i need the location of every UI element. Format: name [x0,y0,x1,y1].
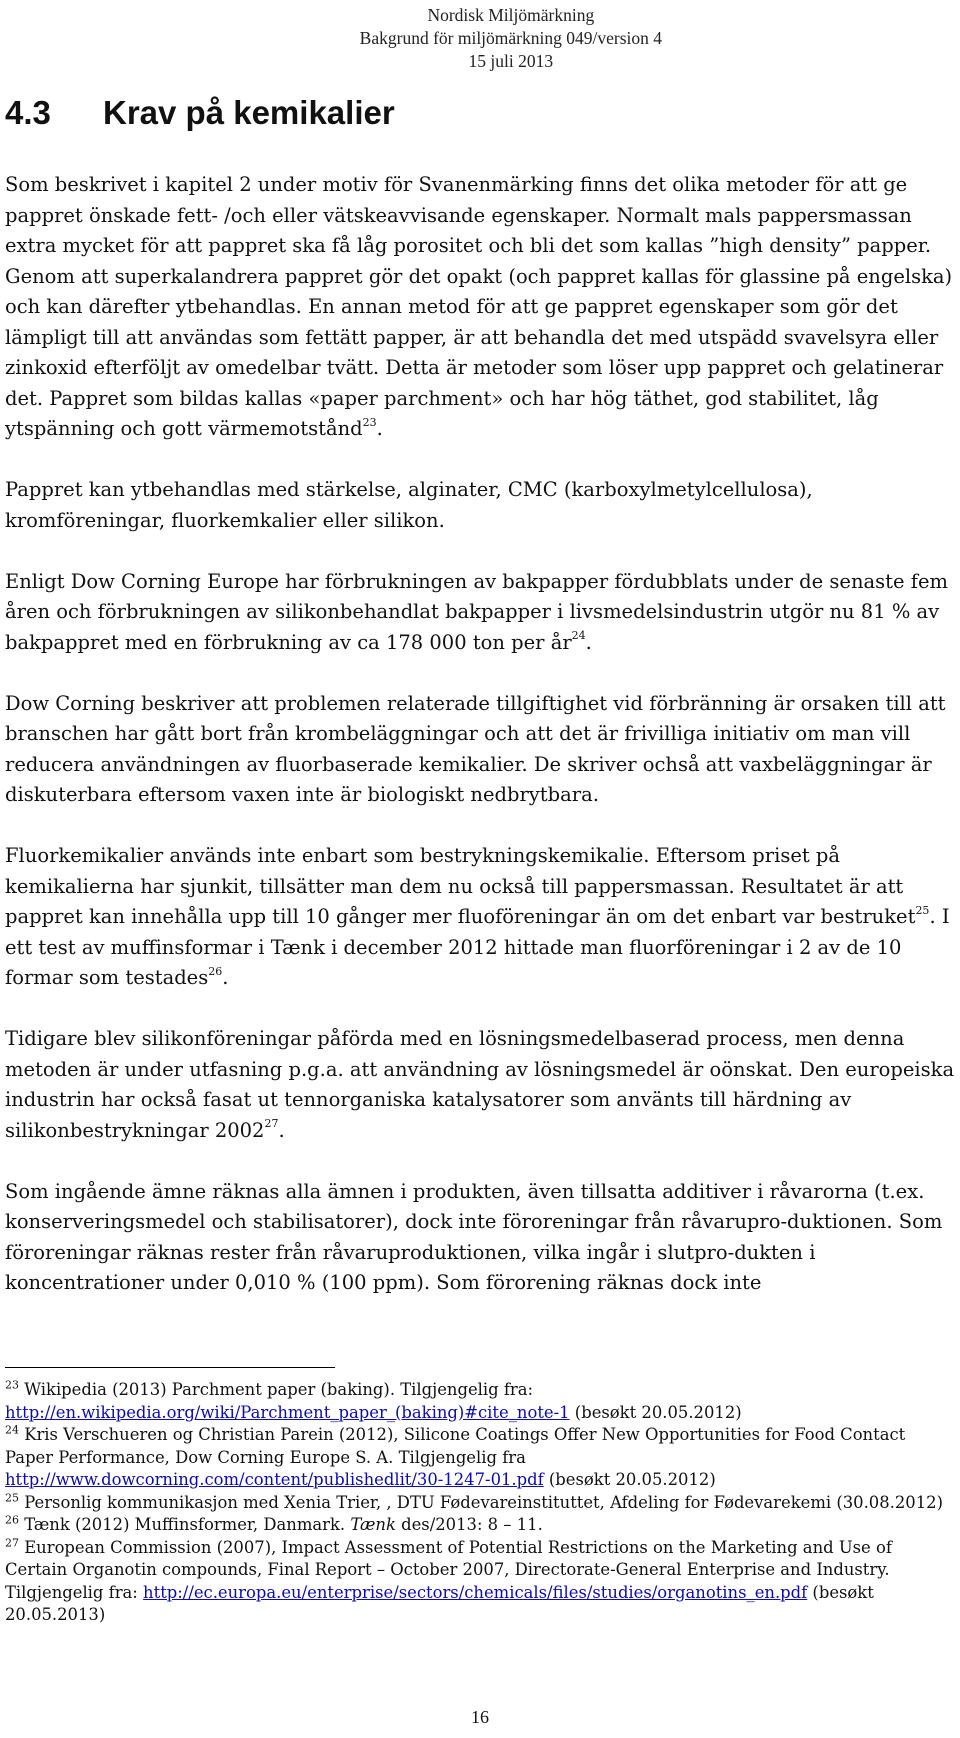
footnote-number: 27 [5,1536,19,1550]
footnote-number: 26 [5,1513,19,1527]
footnote-number: 25 [5,1491,19,1505]
text-run: . [376,417,383,440]
text-run: (besøkt 20.05.2012) [543,1470,716,1489]
text-run: Personlig kommunikasjon med Xenia Trier, , DTU Fødevareinstituttet, Afdeling for Fødevarekemi (30.08.2012) [19,1492,943,1512]
text-run: . I ett test av muffinsformar i Tænk i december 2012 hittade man fluorföreningar i 2 av de 10 formar som testades [5,905,950,989]
footnote-reference[interactable]: 27 [264,1117,279,1130]
body-paragraph [5,1177,955,1299]
text-run: European Commission (2007), Impact Assessment of Potential Restrictions on the Marketing and Use of Certain Organotin compounds, Final Report – October 2007, Directorate-General Enterprise and Industry. Tilgjengelig fra: [5,1537,892,1602]
body-paragraph [5,475,955,536]
section-heading [5,94,395,132]
footnote-reference[interactable]: 23 [362,415,377,429]
text-run: Dow Corning beskriver att problemen relaterade tillgiftighet vid förbränning är orsaken till att branschen har gått bort från krombeläggningar och att det är frivilliga initiativ om man vill reducera användningen av fluorbaserade kemikalier. De skriver ochså att vaxbeläggningar är diskuterbara eftersom vaxen inte är biologiskt nedbrytbara. [5,691,946,806]
body-paragraph [5,841,955,994]
text-run: . [222,966,229,989]
footnote [5,1424,955,1492]
body-paragraph [5,567,955,659]
publication-title: Tænk [350,1515,396,1534]
section-title: Krav på kemikalier [103,94,395,131]
body-paragraph [5,689,955,811]
footnote [5,1537,955,1627]
header-date: 15 juli 2013 [468,51,554,71]
text-run: Tidigare blev silikonföreningar påförda med en lösningsmedelbaserad process, men denna metoden är under utfasning p.g.a. att användning av lösningsmedel är oönskat. Den europeiska industrin har också fasat ut tennorganiska katalysatorer som använts till härdning av silikonbestrykningar 2002 [5,1027,955,1142]
footnote-reference[interactable]: 24 [571,629,586,642]
text-run: . [585,630,592,654]
body-text [5,170,955,1329]
page-number: 16 [471,1707,489,1727]
footnote [5,1379,955,1424]
footnote [5,1514,955,1537]
reference-link[interactable]: http://ec.europa.eu/enterprise/sectors/chemicals/files/studies/organotins_en.pdf [143,1582,808,1602]
footnote-reference[interactable]: 26 [208,964,223,978]
footnote [5,1492,955,1515]
header-document-title: Bakgrund för miljömärkning 049/version 4 [359,28,662,48]
text-run: (besøkt 20.05.2012) [569,1402,742,1422]
text-run: Kris Verschueren og Christian Parein (2012), Silicone Coatings Offer New Opportunities for Food Contact Paper Performance, Dow Corning Europe S. A. Tilgjengelig fra [5,1425,906,1467]
body-paragraph [5,170,955,445]
reference-link[interactable]: http://www.dowcorning.com/content/publishedlit/30-1247-01.pdf [5,1470,544,1489]
text-run: Som beskrivet i kapitel 2 under motiv för Svanenmärking finns det olika metoder för att ge pappret önskade fett- /och eller vätskeavvisande egenskaper. Normalt mals pappersmassan extra mycket för att pappret ska få låg porositet och bli det som kallas ”high density” papper. Genom att superkalandrera pappret gör det opakt (och pappret kallas för glassine på engelska) och kan därefter ytbehandlas. En annan metod för att ge pappret egenskaper som gör det lämpligt till att användas som fettätt papper, är att behandla det med utspädd svavelsyra eller zinkoxid efterföljt av omedelbar tvätt. Detta är metoder som löser upp pappret och gelatinerar det. Pappret som bildas kallas «paper parchment» och har hög täthet, god stabilitet, låg ytspänning och gott värmemotstånd [5,173,953,440]
text-run: Som ingående ämne räknas alla ämnen i produkten, även tillsatta additiver i råvarorna (t.ex. konserveringsmedel och stabilisatorer), dock inte föroreningar från råvarupro-duktionen. Som föroreningar räknas rester från råvaruproduktionen, vilka ingår i slutpro-dukten i koncentrationer under 0,010 % (100 ppm). Som förorening räknas dock inte [5,1179,943,1294]
text-run: Fluorkemikalier används inte enbart som bestrykningskemikalie. Eftersom priset på kemikalierna har sjunkit, tillsätter man dem nu också till pappersmassan. Resultatet är att pappret kan innehålla upp till 10 gånger mer fluoföreningar än om det enbart var bestruket [5,844,916,928]
text-run: des/2013: 8 – 11. [395,1515,543,1534]
footnote-reference[interactable]: 25 [915,903,930,917]
text-run: Enligt Dow Corning Europe har förbrukningen av bakpapper fördubblats under de senaste fem åren och förbrukningen av silikonbehandlat bakpapper i livsmedelsindustrin utgör nu 81 % av bakpappret med en förbrukning av ca 178 000 ton per år [5,569,948,654]
footnote-separator [5,1367,335,1368]
body-paragraph [5,1024,955,1146]
text-run: (besøkt 20.05.2013) [5,1582,874,1624]
header-organization: Nordisk Miljömärkning [427,5,595,25]
text-run: Pappret kan ytbehandlas med stärkelse, alginater, CMC (karboxylmetylcellulosa), kromföreningar, fluorkemkalier eller silikon. [5,478,813,532]
reference-link[interactable]: http://en.wikipedia.org/wiki/Parchment_paper_(baking)#cite_note-1 [5,1402,570,1422]
footnotes [5,1379,955,1627]
text-run: . [278,1118,285,1142]
text-run: Tænk (2012) Muffinsformer, Danmark. [19,1515,351,1534]
section-number: 4.3 [5,94,51,131]
footnote-number: 24 [5,1423,19,1437]
footnote-number: 23 [5,1378,19,1392]
running-header [360,4,662,73]
text-run: Wikipedia (2013) Parchment paper (baking). Tilgjengelig fra: [19,1380,534,1399]
